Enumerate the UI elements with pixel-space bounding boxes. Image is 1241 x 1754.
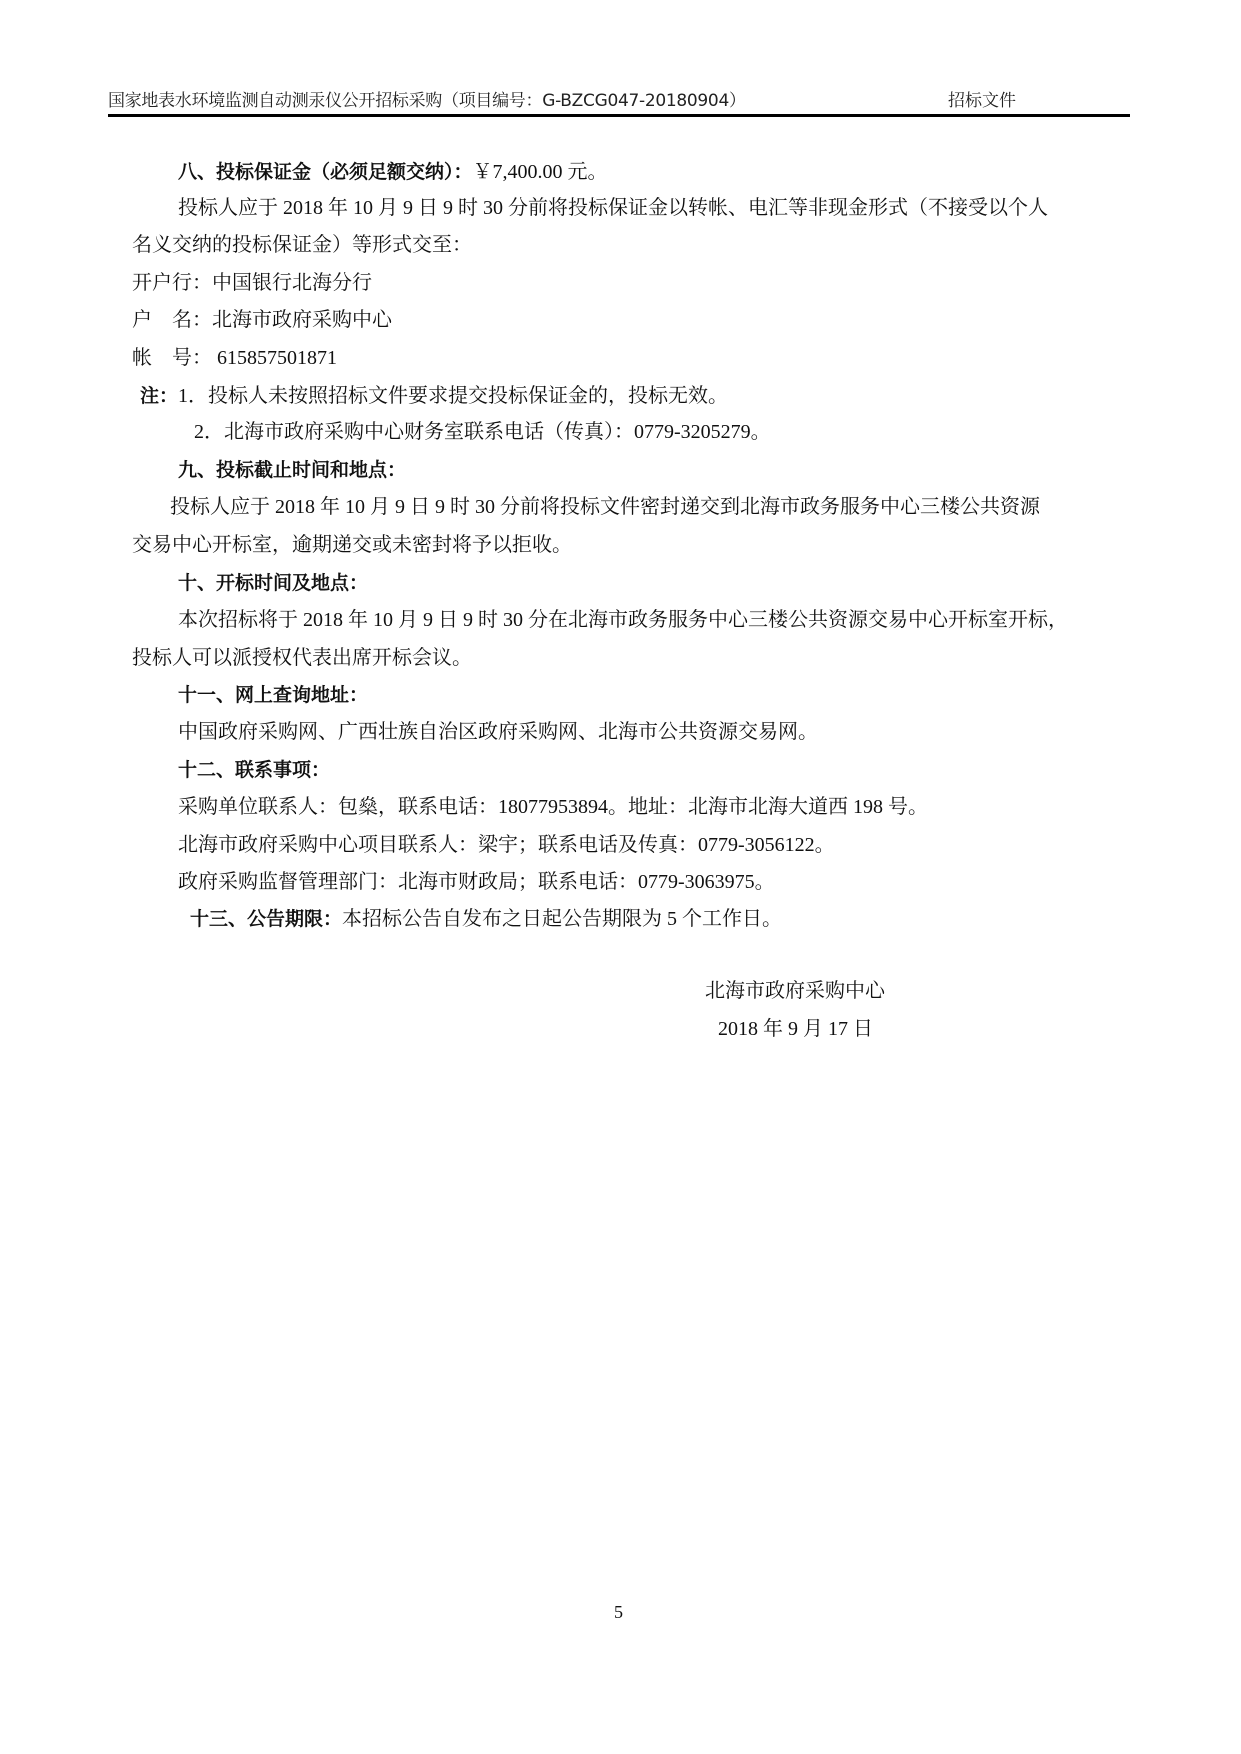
contact-supervision: 政府采购监督管理部门：北海市财政局；联系电话：0779-3063975。 — [178, 871, 775, 893]
section-11-para: 中国政府采购网、广西壮族自治区政府采购网、北海市公共资源交易网。 — [178, 721, 818, 743]
note-label: 注： — [140, 385, 179, 407]
bank-name: 开户行：中国银行北海分行 — [132, 272, 372, 294]
section-10-heading: 十、开标时间及地点： — [178, 572, 369, 594]
header-title: 国家地表水环境监测自动测汞仪公开招标采购（项目编号：G-BZCG047-20180904） — [108, 91, 746, 111]
section-13-line — [190, 904, 782, 934]
section-13-heading: 十三、公告期限： — [190, 908, 343, 930]
account-name: 户 名：北海市政府采购中心 — [132, 309, 392, 331]
section-12-heading: 十二、联系事项： — [178, 759, 331, 781]
section-8-heading-line — [178, 157, 608, 187]
header-doc-type: 招标文件 — [948, 91, 1016, 111]
section-9-heading: 九、投标截止时间和地点： — [178, 459, 407, 481]
section-8-heading: 八、投标保证金（必须足额交纳）： — [178, 161, 473, 183]
note-1: 1．投标人未按照招标文件要求提交投标保证金的，投标无效。 — [178, 385, 729, 407]
section-9-para-line1: 投标人应于 2018 年 10 月 9 日 9 时 30 分前将投标文件密封递交到北海市政务服务中心三楼公共资源 — [170, 496, 1040, 518]
deposit-amount: ￥7,400.00 元。 — [472, 161, 608, 183]
signature-date: 2018 年 9 月 17 日 — [718, 1018, 873, 1040]
section-8-para-line1: 投标人应于 2018 年 10 月 9 日 9 时 30 分前将投标保证金以转帐、电汇等非现金形式（不接受以个人 — [178, 197, 1048, 219]
page-number: 5 — [614, 1602, 623, 1622]
header-divider — [108, 114, 1130, 117]
signature-org: 北海市政府采购中心 — [705, 980, 885, 1002]
section-8-para-line2: 名义交纳的投标保证金）等形式交至： — [132, 234, 472, 256]
section-10-para-line2: 投标人可以派授权代表出席开标会议。 — [132, 647, 472, 669]
account-number: 帐 号： 615857501871 — [132, 347, 337, 369]
contact-purchaser: 采购单位联系人：包燊，联系电话：18077953894。地址：北海市北海大道西 198 号。 — [178, 796, 928, 818]
contact-procurement-center: 北海市政府采购中心项目联系人：梁宇；联系电话及传真：0779-3056122。 — [178, 834, 835, 856]
note-1-line — [140, 381, 728, 411]
section-10-para-line1: 本次招标将于 2018 年 10 月 9 日 9 时 30 分在北海市政务服务中心三楼公共资源交易中心开标室开标， — [178, 609, 1068, 631]
section-11-heading: 十一、网上查询地址： — [178, 684, 369, 706]
section-13-text: 本招标公告自发布之日起公告期限为 5 个工作日。 — [342, 908, 783, 930]
note-2: 2．北海市政府采购中心财务室联系电话（传真）：0779-3205279。 — [194, 421, 771, 443]
page-header — [108, 86, 1128, 114]
section-9-para-line2: 交易中心开标室，逾期递交或未密封将予以拒收。 — [132, 534, 572, 556]
